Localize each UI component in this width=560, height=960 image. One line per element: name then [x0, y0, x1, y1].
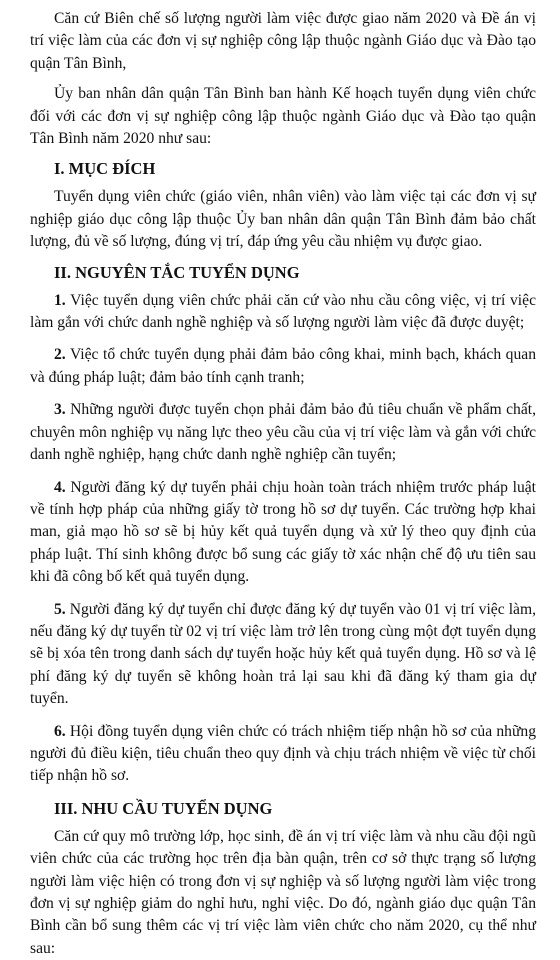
item-text: Người đăng ký dự tuyển phải chịu hoàn toàn trách nhiệm trước pháp luật về tính hợp pháp của những giấy tờ trong hồ sơ dự tuyển. Các trường hợp khai man, giả mạo hồ sơ sẽ bị hủy kết quả tuyển dụng và xử lý theo quy định của pháp luật. Thí sinh không được bổ sung các giấy tờ xác nhận chế độ ưu tiên sau khi đã công bố kết quả tuyển dụng. — [30, 478, 536, 586]
item-number: 6. — [54, 722, 66, 740]
item-text: Người đăng ký dự tuyển chỉ được đăng ký dự tuyển vào 01 vị trí việc làm, nếu đăng ký dự tuyển từ 02 vị trí việc làm trở lên trong cùng một đợt tuyển dụng sẽ bị xóa tên trong danh sách dự tuyển hoặc hủy kết quả tuyển dụng. Hồ sơ và lệ phí đăng ký dự tuyển sẽ không hoàn trả lại sau khi đã đăng ký tham gia dự tuyển. — [30, 600, 536, 708]
principle-item-4 — [30, 477, 536, 589]
principle-item-2 — [30, 344, 536, 389]
principle-item-5 — [30, 599, 536, 711]
section-1-title: I. MỤC ĐÍCH — [54, 159, 156, 179]
section-2-title: II. NGUYÊN TẮC TUYỂN DỤNG — [54, 262, 300, 282]
intro-paragraph-1: Căn cứ Biên chế số lượng người làm việc được giao năm 2020 và Đề án vị trí việc làm của các đơn vị sự nghiệp công lập thuộc ngành Giáo dục và Đào tạo quận Tân Bình, — [30, 10, 536, 72]
item-number: 1. — [54, 291, 66, 309]
item-number: 3. — [54, 401, 66, 419]
principle-item-1 — [30, 290, 536, 335]
item-number: 2. — [54, 346, 66, 364]
intro-paragraph-2: Ủy ban nhân dân quận Tân Bình ban hành Kế hoạch tuyển dụng viên chức đối với các đơn vị sự nghiệp công lập thuộc ngành Giáo dục và Đào tạo quận Tân Bình năm 2020 như sau: — [30, 85, 536, 148]
item-text: Việc tổ chức tuyển dụng phải đảm bảo công khai, minh bạch, khách quan và đúng pháp luật; đảm bảo tính cạnh tranh; — [30, 346, 536, 386]
item-number: 5. — [54, 600, 66, 618]
principle-item-6 — [30, 721, 536, 788]
principle-item-3 — [30, 399, 536, 466]
section-3-body: Căn cứ quy mô trường lớp, học sinh, đề án vị trí việc làm và nhu cầu đội ngũ viên chức của các trường học trên địa bàn quận, trên cơ sở thực trạng số lượng người làm việc hiện có trong đơn vị sự nghiệp và số lượng người làm việc trong đơn vị sự nghiệp giảm do nghỉ hưu, nghỉ việc. Do đó, ngành giáo dục quận Tân Bình cần bổ sung thêm các vị trí việc làm viên chức cho năm 2020, cụ thể như sau: — [30, 827, 536, 957]
section-1-body: Tuyển dụng viên chức (giáo viên, nhân viên) vào làm việc tại các đơn vị sự nghiệp giáo dục công lập thuộc Ủy ban nhân dân quận Tân Bình đảm bảo chất lượng, đủ về số lượng, đúng vị trí, đáp ứng yêu cầu nhiệm vụ được giao. — [30, 188, 536, 251]
item-text: Những người được tuyển chọn phải đảm bảo đủ tiêu chuẩn về phẩm chất, chuyên môn nghiệp vụ năng lực theo yêu cầu của vị trí việc làm và gắn với chức danh nghề nghiệp, hạng chức danh nghề nghiệp cần tuyển; — [30, 401, 536, 464]
item-text: Hội đồng tuyển dụng viên chức có trách nhiệm tiếp nhận hồ sơ của những người đủ điều kiện, tiêu chuẩn theo quy định và chịu trách nhiệm về việc từ chối tiếp nhận hồ sơ. — [30, 722, 536, 785]
section-3-title: III. NHU CẦU TUYỂN DỤNG — [54, 798, 273, 818]
item-number: 4. — [54, 478, 66, 496]
item-text: Việc tuyển dụng viên chức phải căn cứ vào nhu cầu công việc, vị trí việc làm gắn với chức danh nghề nghiệp và số lượng người làm việc đã được duyệt; — [30, 291, 536, 332]
